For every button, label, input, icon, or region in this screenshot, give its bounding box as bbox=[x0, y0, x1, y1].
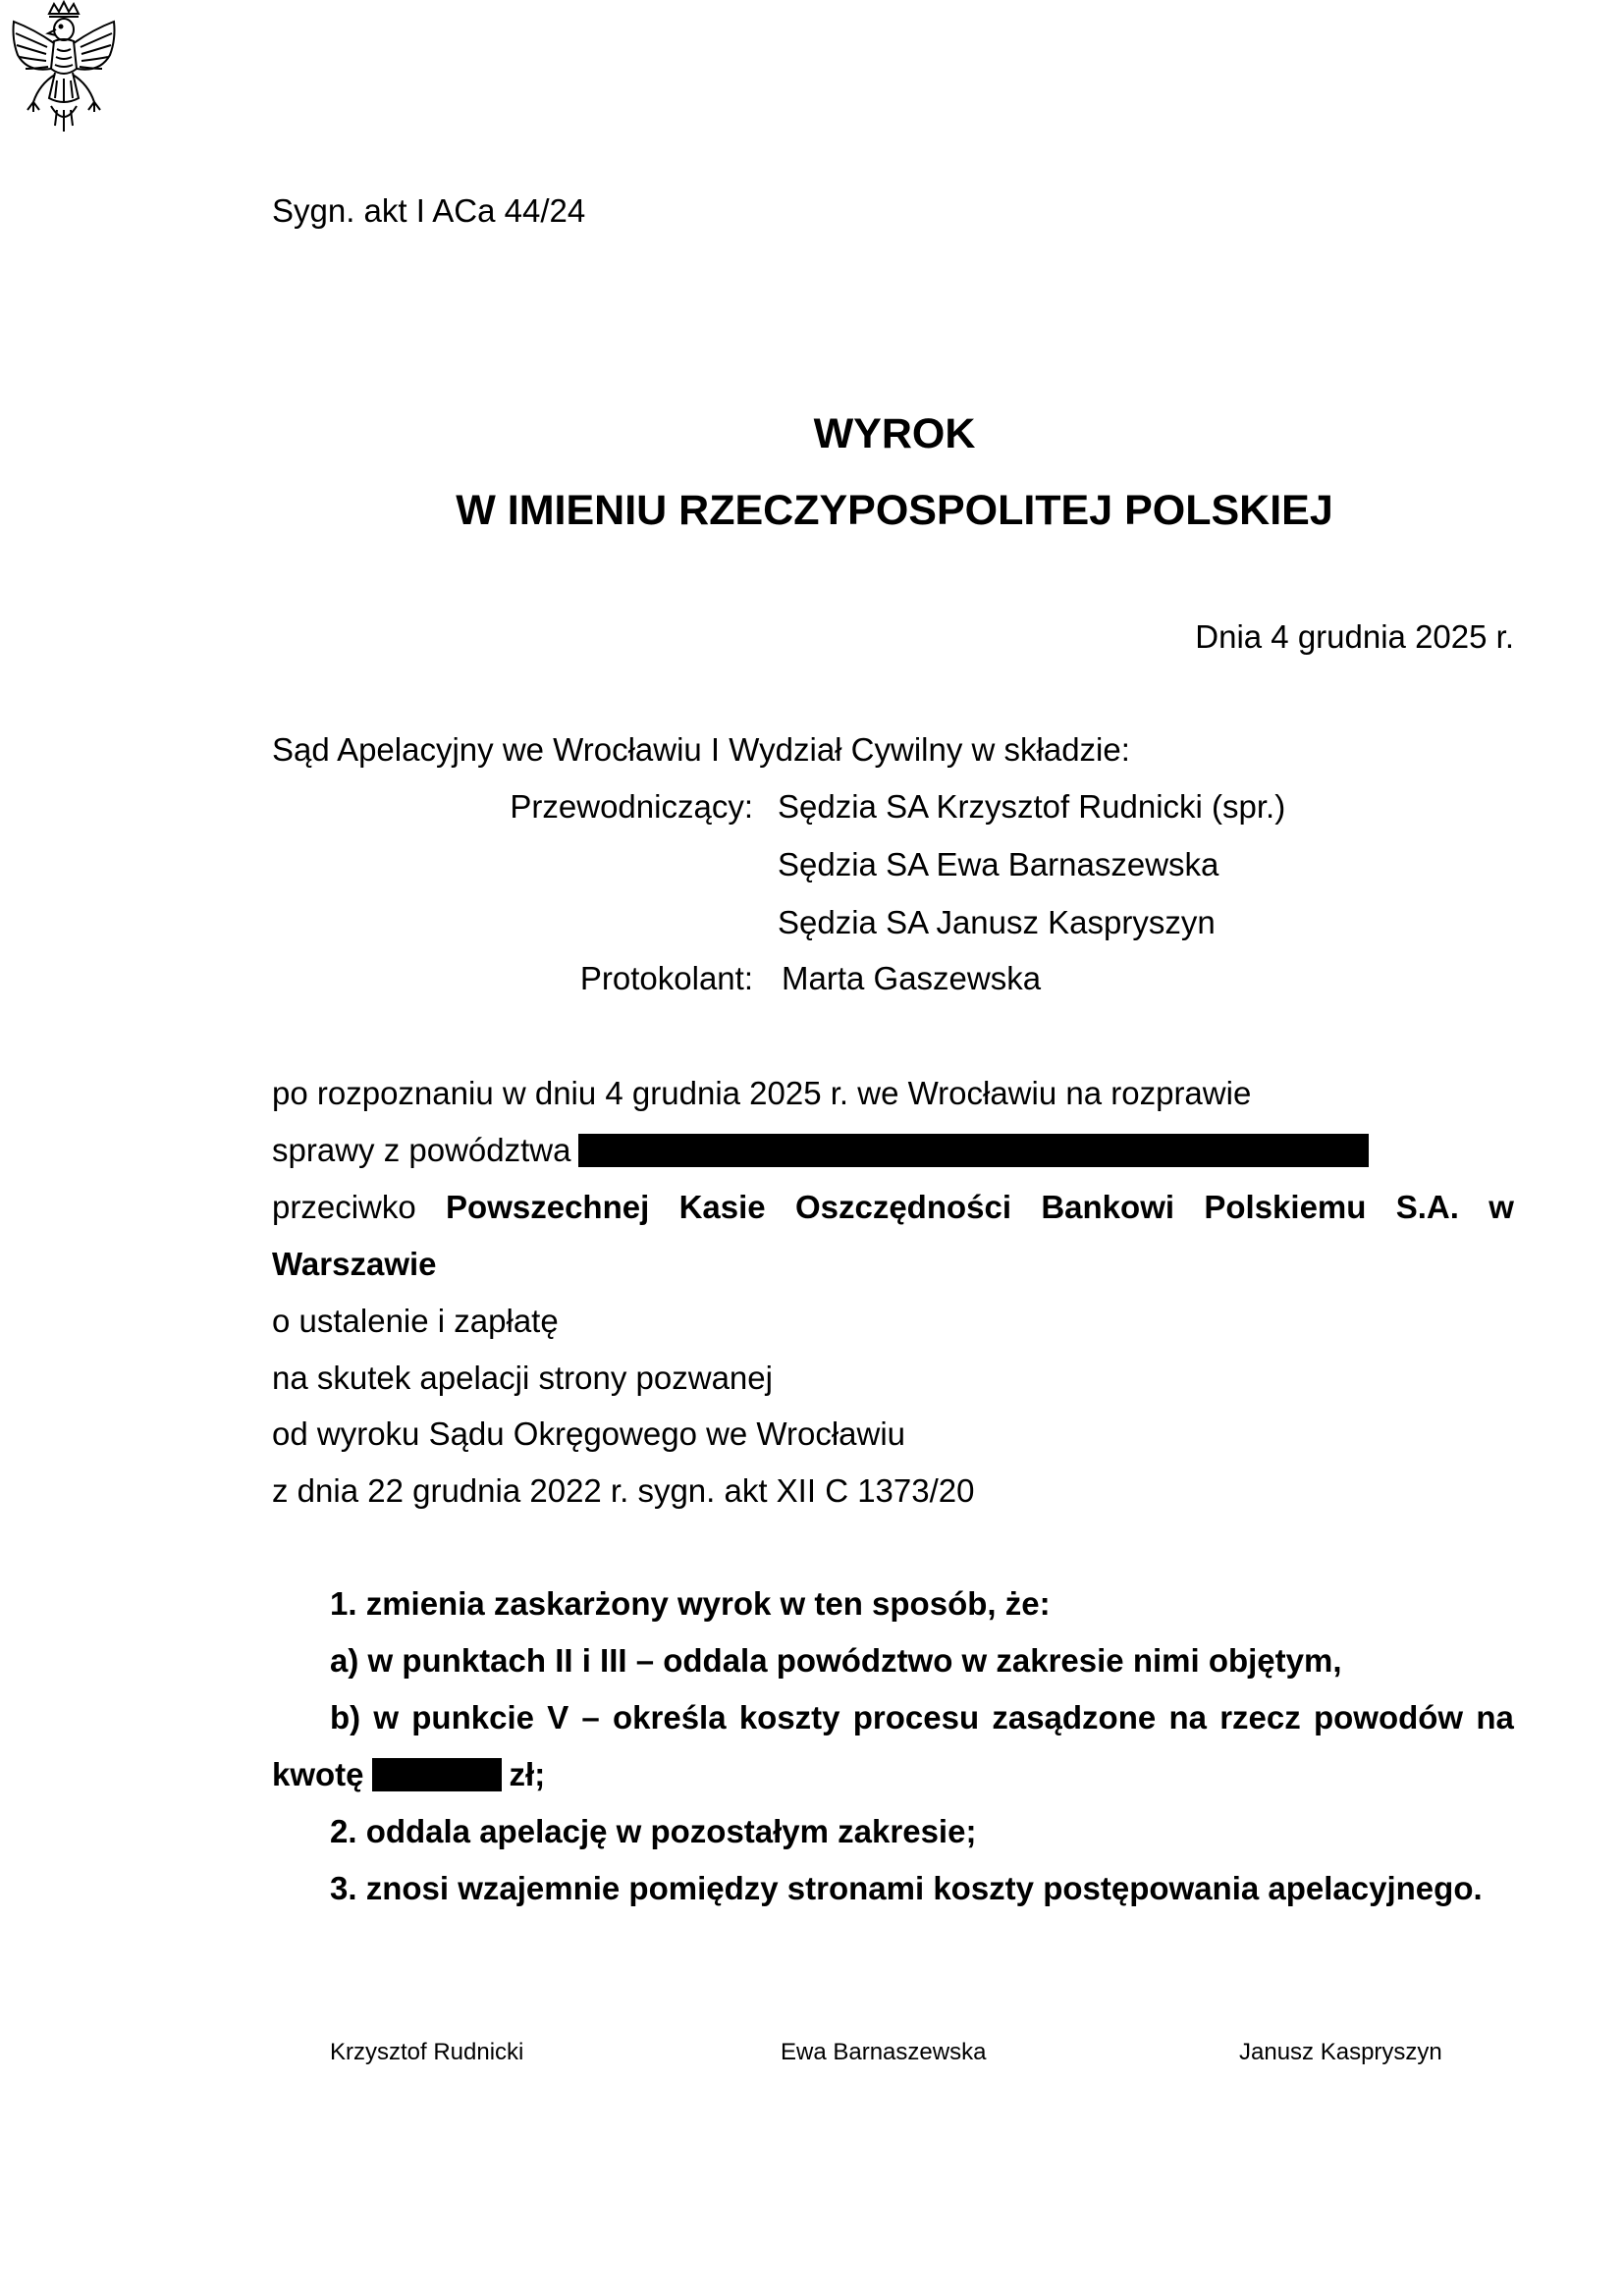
ruling-word: powodów bbox=[1313, 1699, 1464, 1735]
redaction-block bbox=[578, 1134, 1369, 1167]
plaintiff-line bbox=[272, 1132, 1369, 1169]
redaction-block bbox=[372, 1758, 502, 1791]
appeal-line: na skutek apelacji strony pozwanej bbox=[272, 1360, 773, 1396]
defendant-word: w bbox=[1489, 1189, 1514, 1225]
defendant-word: Bankowi bbox=[1041, 1189, 1175, 1225]
chair-label: Przewodniczący: bbox=[510, 788, 753, 825]
ruling-word: – bbox=[581, 1699, 600, 1735]
ruling-point-3: 3. znosi wzajemnie pomiędzy stronami koszty postępowania apelacyjnego. bbox=[330, 1870, 1483, 1906]
defendant-line bbox=[272, 1189, 1514, 1226]
judge-name: Sędzia SA Ewa Barnaszewska bbox=[778, 846, 1219, 882]
defendant-word: Oszczędności bbox=[794, 1189, 1012, 1225]
ruling-word: V bbox=[547, 1699, 569, 1735]
defendant-word: Powszechnej bbox=[446, 1189, 650, 1225]
clerk-label: Protokolant: bbox=[579, 960, 753, 996]
ruling-word: koszty bbox=[738, 1699, 840, 1735]
judge-name: Sędzia SA Janusz Kaspryszyn bbox=[778, 904, 1216, 940]
ruling-word: na bbox=[1168, 1699, 1207, 1735]
lower-court-date: z dnia 22 grudnia 2022 r. sygn. akt XII C 1373/20 bbox=[272, 1472, 975, 1509]
ruling-word: procesu bbox=[852, 1699, 980, 1735]
ruling-word: zasądzone bbox=[992, 1699, 1157, 1735]
ruling-word: rzecz bbox=[1219, 1699, 1301, 1735]
ruling-word: określa bbox=[613, 1699, 727, 1735]
lower-court-line: od wyroku Sądu Okręgowego we Wrocławiu bbox=[272, 1415, 906, 1452]
against-prefix: przeciwko bbox=[272, 1189, 416, 1225]
chair-name: Sędzia SA Krzysztof Rudnicki (spr.) bbox=[778, 788, 1286, 825]
amount-line bbox=[272, 1756, 545, 1793]
document-subtitle: W IMIENIU RZECZYPOSPOLITEJ POLSKIEJ bbox=[456, 487, 1333, 534]
hearing-line: po rozpoznaniu w dniu 4 grudnia 2025 r. we Wrocławiu na rozprawie bbox=[272, 1075, 1252, 1111]
ruling-word: b) bbox=[330, 1699, 361, 1735]
ruling-word: w bbox=[373, 1699, 400, 1735]
polish-eagle-emblem bbox=[0, 0, 128, 137]
clerk-name: Marta Gaszewska bbox=[782, 960, 1042, 996]
plaintiff-prefix: sprawy z powództwa bbox=[272, 1132, 571, 1168]
defendant-city: Warszawie bbox=[272, 1246, 437, 1282]
judgment-date: Dnia 4 grudnia 2025 r. bbox=[1195, 618, 1514, 655]
document-title: WYROK bbox=[813, 410, 976, 457]
ruling-point-1b bbox=[330, 1699, 1514, 1736]
ruling-point-1: 1. zmienia zaskarżony wyrok w ten sposób, że: bbox=[330, 1585, 1051, 1622]
case-number: Sygn. akt I ACa 44/24 bbox=[272, 192, 586, 229]
ruling-point-1a: a) w punktach II i III – oddala powództwo w zakresie nimi objętym, bbox=[330, 1642, 1342, 1679]
defendant-word: S.A. bbox=[1395, 1189, 1459, 1225]
amount-suffix: zł; bbox=[509, 1756, 546, 1792]
defendant-word: Kasie bbox=[678, 1189, 766, 1225]
signature-name: Krzysztof Rudnicki bbox=[330, 2039, 524, 2065]
defendant-word: Polskiemu bbox=[1204, 1189, 1367, 1225]
court-name: Sąd Apelacyjny we Wrocławiu I Wydział Cywilny w składzie: bbox=[272, 731, 1130, 768]
ruling-word: na bbox=[1476, 1699, 1514, 1735]
signature-name: Ewa Barnaszewska bbox=[781, 2039, 987, 2065]
case-subject: o ustalenie i zapłatę bbox=[272, 1303, 559, 1339]
ruling-word: punkcie bbox=[411, 1699, 534, 1735]
signature-name: Janusz Kaspryszyn bbox=[1239, 2039, 1442, 2065]
amount-prefix: kwotę bbox=[272, 1756, 364, 1792]
ruling-point-2: 2. oddala apelację w pozostałym zakresie; bbox=[330, 1813, 977, 1849]
